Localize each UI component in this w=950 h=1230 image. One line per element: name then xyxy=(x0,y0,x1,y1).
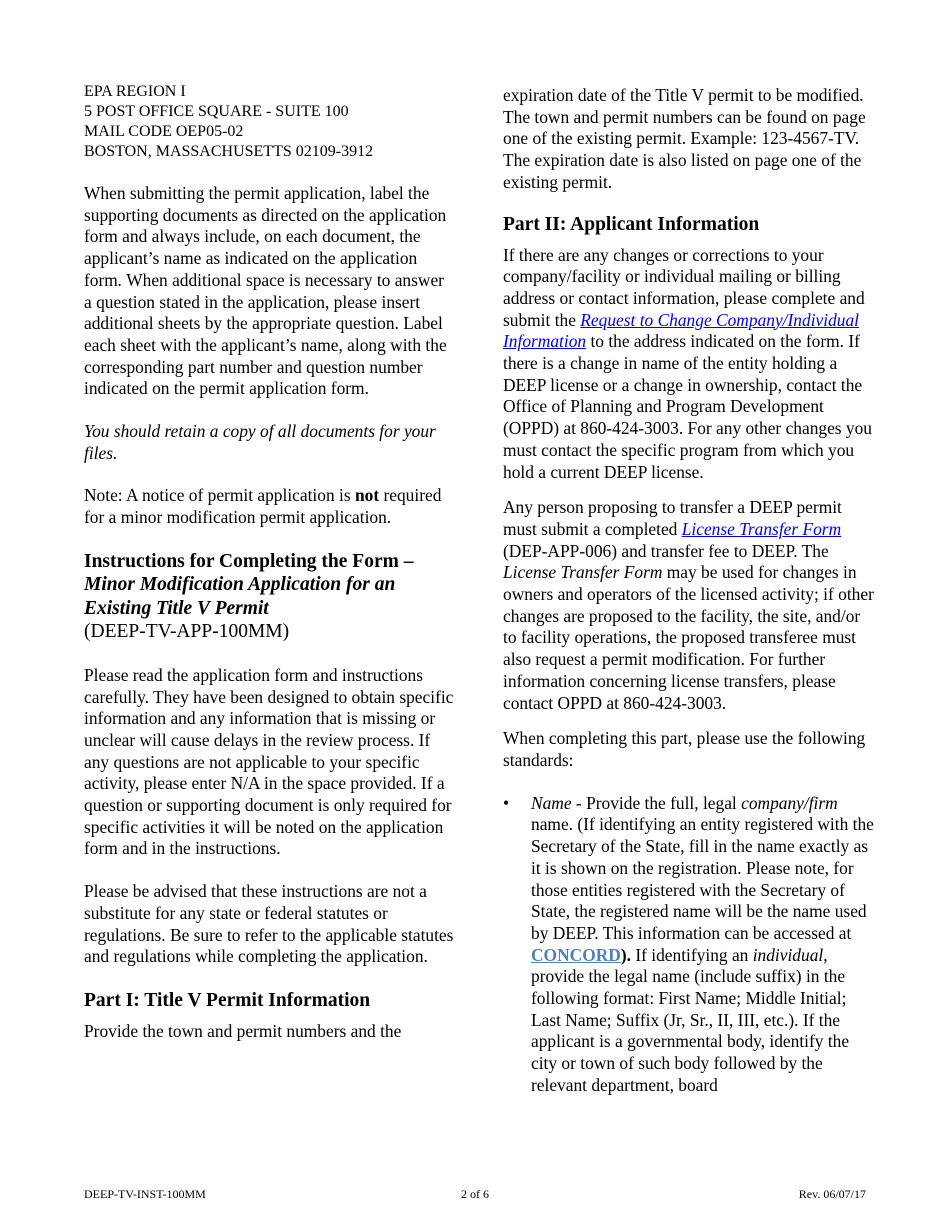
read-instructions-paragraph: Please read the application form and instructions carefully. They have been designed to obtain specific information and any information that is missing or unclear will cause delays in the review process. If any questions are not applicable to your specific activity, please enter N/A in the space provided. If a question or supporting document is only required for specific activities it will be noted on the application form and in the instructions. xyxy=(84,664,454,859)
notice-note: Note: A notice of permit application is not required for a minor modification permit application. xyxy=(84,485,442,528)
standards-list xyxy=(503,793,875,1097)
left-column xyxy=(84,82,456,1043)
address-line: BOSTON, MASSACHUSETTS 02109-3912 xyxy=(84,143,374,160)
advised-paragraph: Please be advised that these instructions are not a substitute for any state or federal statutes or regulations. Be sure to refer to the applicable statutes and regulations while completing the application. xyxy=(84,881,454,967)
mailing-address xyxy=(84,82,456,162)
retain-note: You should retain a copy of all documents for your files. xyxy=(84,421,436,463)
right-column xyxy=(503,85,875,1097)
request-to-change-link[interactable]: Request to Change Company/Individual Information xyxy=(503,309,859,352)
submit-paragraph: When submitting the permit application, label the supporting documents as directed on the application form and always include, on each document, the applicant’s name as indicated on the application form. When additional space is necessary to answer a question stated in the application, please insert additional sheets by the appropriate question. Label each sheet with the applicant’s name, along with the corresponding part number and question number indicated on the permit application form. xyxy=(84,183,447,399)
list-item: • Name - Provide the full, legal company/firm name. (If identifying an entity registered with the Secretary of the State, fill in the name exactly as it is shown on the registration. Please note, for those entities registered with the Secretary of State, the registered name will be the name used by DEEP. This information can be accessed at CONCORD). If identifying an individual, provide the legal name (include suffix) in the following format: First Name; Middle Initial; Last Name; Suffix (Jr, Sr., II, III, etc.). If the applicant is a governmental body, identify the city or town of such body followed by the relevant department, board xyxy=(503,792,874,1095)
standards-intro: When completing this part, please use the following standards: xyxy=(503,728,866,770)
license-transfer-form-link[interactable]: License Transfer Form xyxy=(681,518,842,539)
part2-heading: Part II: Applicant Information xyxy=(503,213,760,235)
part1-continued: expiration date of the Title V permit to be modified. The town and permit numbers can be found on page one of the existing permit. Example: 123-4567-TV. The expiration date is also listed on page one of the existing permit. xyxy=(503,85,866,192)
footer-page-number: 2 of 6 xyxy=(461,1187,489,1201)
address-line: 5 POST OFFICE SQUARE - SUITE 100 xyxy=(84,103,349,120)
part1-heading: Part I: Title V Permit Information xyxy=(84,989,371,1011)
concord-link[interactable]: CONCORD xyxy=(531,944,621,965)
footer-form-code: DEEP-TV-INST-100MM xyxy=(84,1187,206,1201)
part1-text: Provide the town and permit numbers and the xyxy=(84,1020,402,1041)
instructions-title: Instructions for Completing the Form – Minor Modification Application for an Existing Title V Permit (DEEP-TV-APP-100MM) xyxy=(84,550,414,643)
changes-paragraph: If there are any changes or corrections to your company/facility or individual mailing or billing address or contact information, please complete and submit the Request to Change Company/Individual Information to the address indicated on the form. If there is a change in name of the entity holding a DEEP license or a change in ownership, contact the Office of Planning and Program Development (OPPD) at 860-424-3003. For any other changes you must contact the specific program from which you hold a current DEEP license. xyxy=(503,244,873,482)
address-line: EPA REGION I xyxy=(84,83,186,100)
footer-revision: Rev. 06/07/17 xyxy=(798,1187,866,1201)
bullet-icon: • xyxy=(503,792,510,813)
transfer-paragraph: Any person proposing to transfer a DEEP permit must submit a completed License Transfer Form (DEP-APP-006) and transfer fee to DEEP. The License Transfer Form may be used for changes in owners and operators of the licensed activity; if other changes are proposed to the facility, the site, and/or to facility operations, the proposed transferee must also request a permit modification. For further information concerning license transfers, please contact OPPD at 860-424-3003. xyxy=(503,497,874,713)
address-line: MAIL CODE OEP05-02 xyxy=(84,123,244,140)
